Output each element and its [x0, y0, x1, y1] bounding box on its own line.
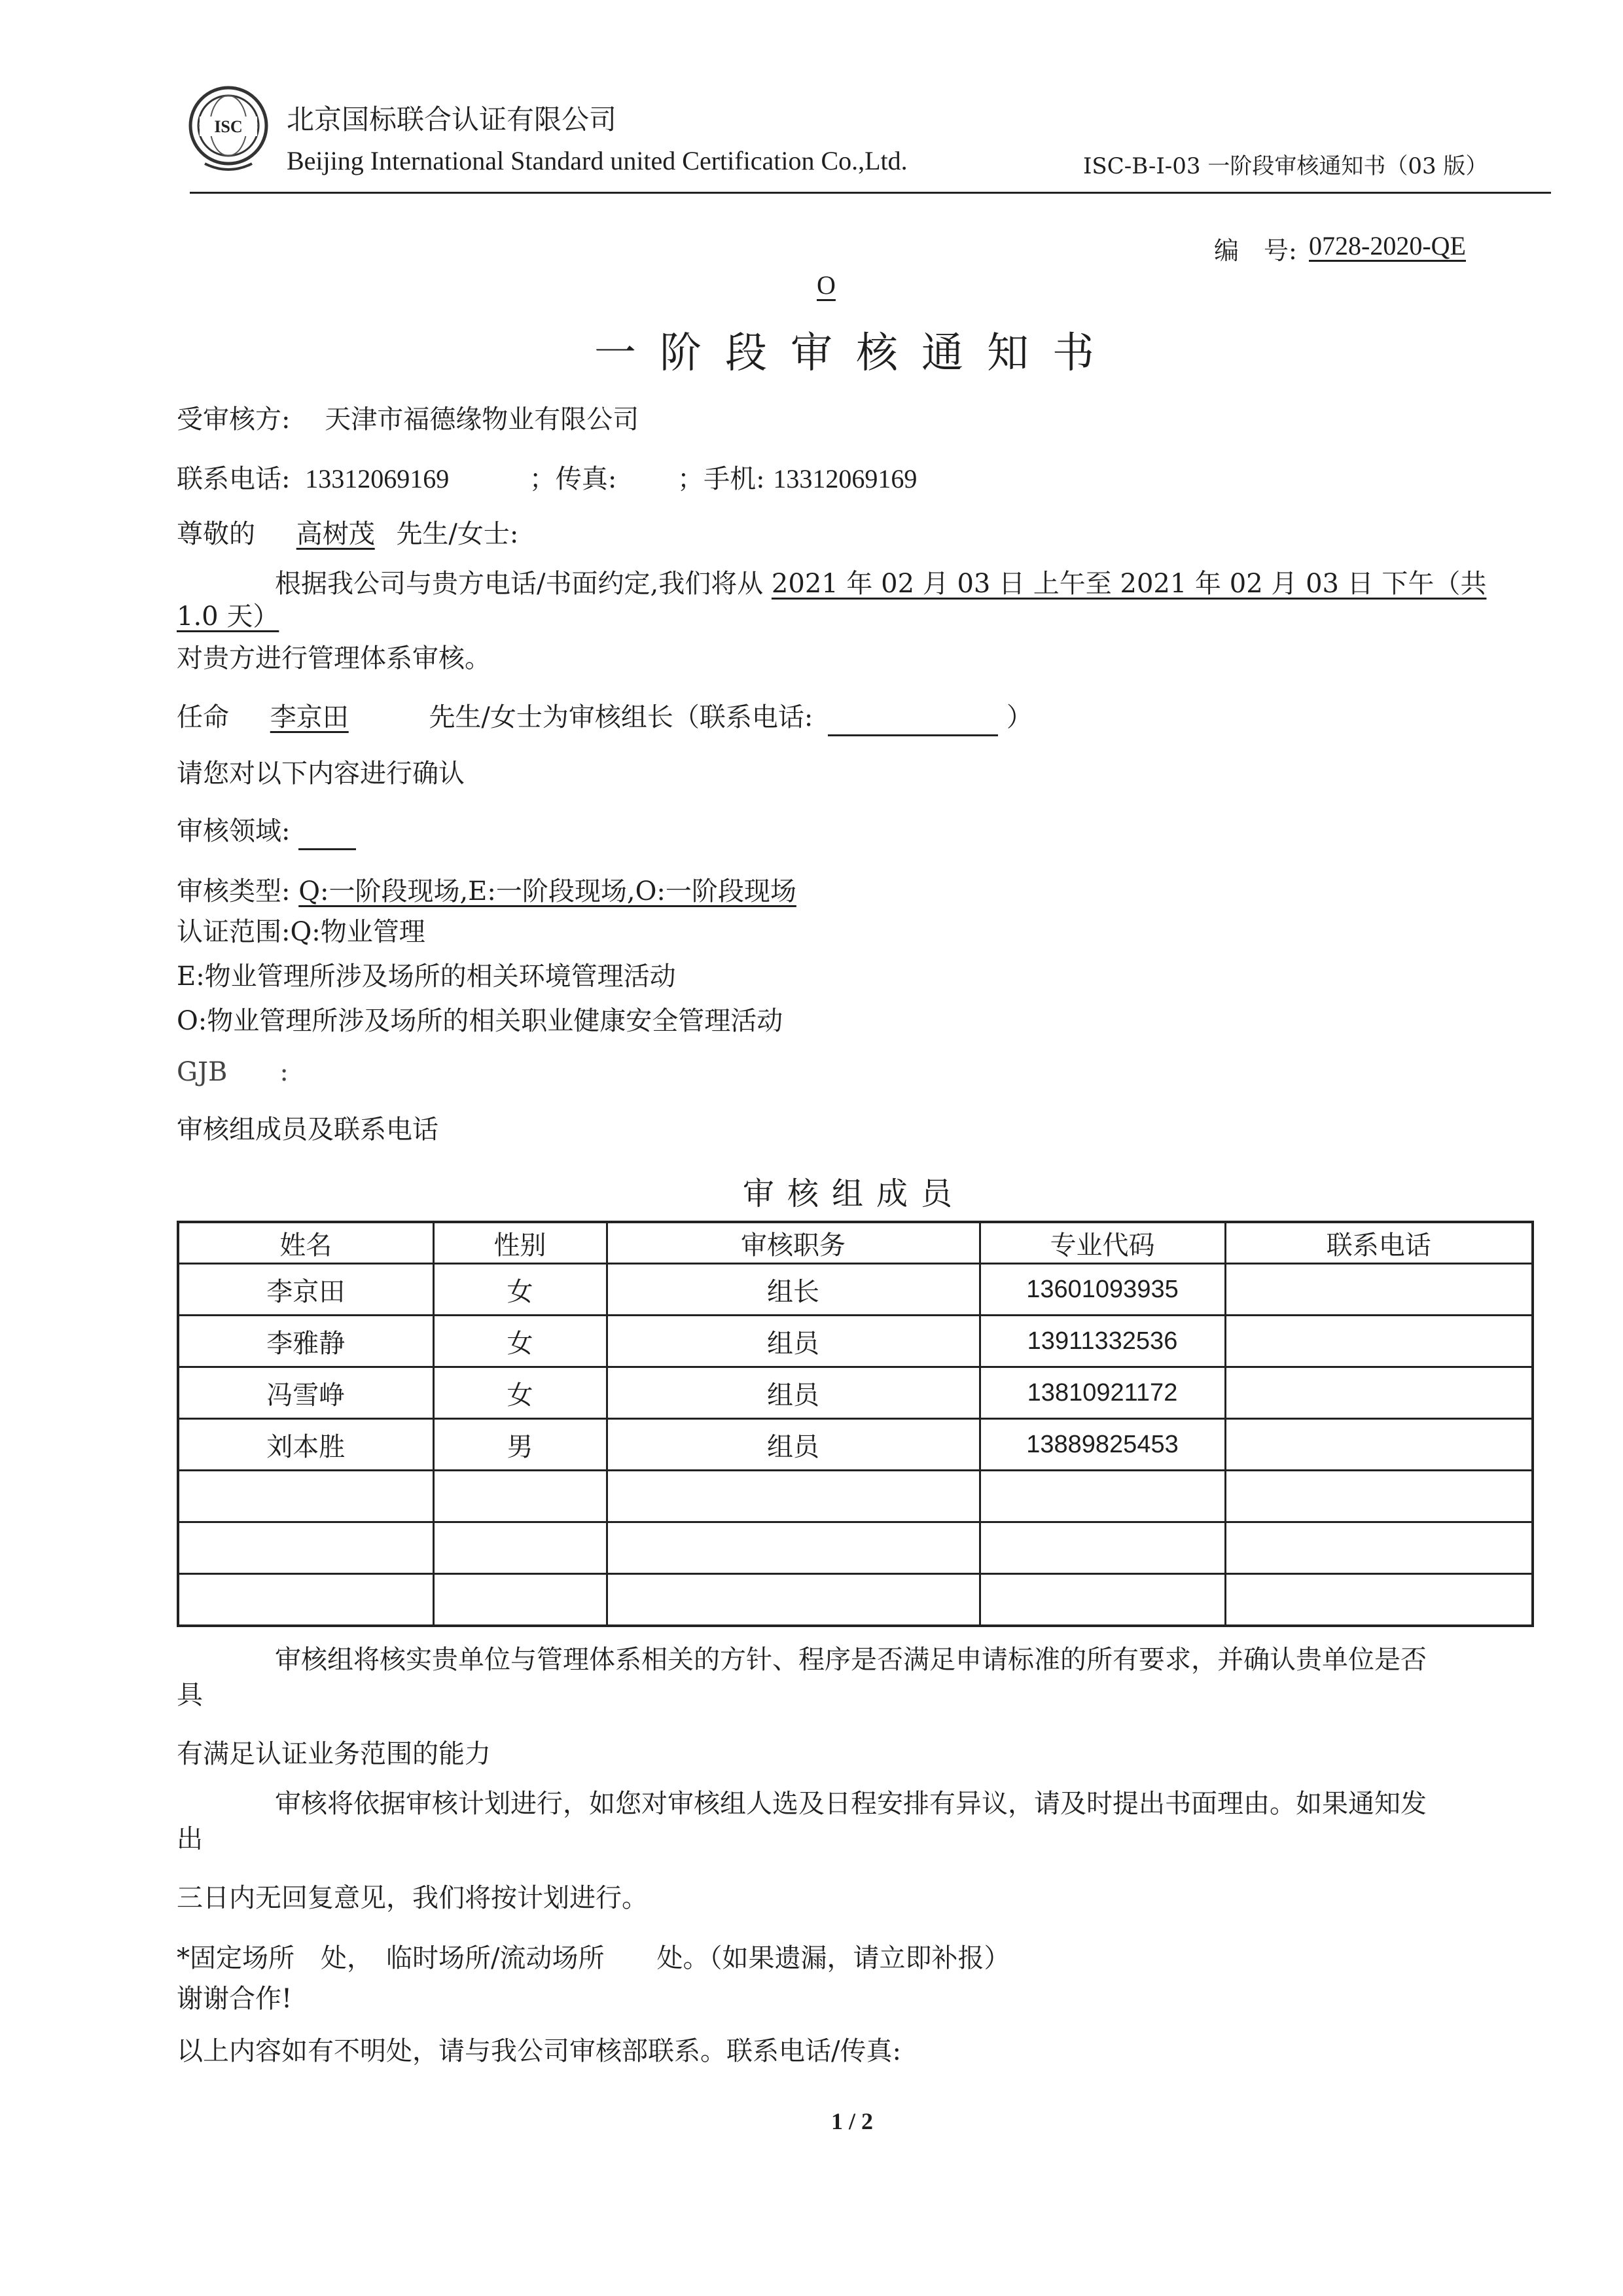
column-header-name: 姓名 [178, 1222, 433, 1264]
document-title: 一阶段审核通知书 [594, 329, 1118, 378]
note-verify-line1: 审核组将核实贵单位与管理体系相关的方针、程序是否满足申请标准的所有要求，并确认贵单位是否 [275, 1645, 1427, 1675]
doc-number-label: 编 号: [1214, 236, 1297, 265]
member-phone [1225, 1316, 1533, 1367]
member-gender [433, 1522, 607, 1574]
member-name: 李雅静 [178, 1316, 433, 1367]
note-sites: *固定场所 处， 临时场所/流动场所 处。（如果遗漏，请立即补报） [177, 1943, 1010, 1973]
member-code [980, 1574, 1225, 1626]
team-table-caption: 审核组成员 [743, 1175, 966, 1212]
member-role: 组员 [607, 1419, 980, 1471]
schedule-days: 1.0 天） [177, 601, 279, 632]
audit-team-table [177, 1221, 1534, 1627]
leader-close: ） [1006, 702, 1033, 732]
auditee-label: 受审核方: [177, 404, 291, 435]
greeting-suffix: 先生/女士: [396, 519, 519, 549]
table-row [178, 1316, 1533, 1367]
confirm-prompt: 请您对以下内容进行确认 [177, 759, 465, 789]
member-phone [1225, 1522, 1533, 1574]
team-heading: 审核组成员及联系电话 [177, 1115, 438, 1145]
table-row [178, 1419, 1533, 1471]
column-header-code: 专业代码 [980, 1222, 1225, 1264]
doc-number-suffix: O [817, 270, 836, 300]
member-name: 冯雪峥 [178, 1367, 433, 1419]
note-plan-line3: 三日内无回复意见，我们将按计划进行。 [177, 1883, 648, 1913]
scope-q: 认证范围:Q:物业管理 [177, 917, 425, 947]
header-rule [190, 192, 1551, 194]
column-header-role: 审核职务 [607, 1222, 980, 1264]
member-gender: 女 [433, 1264, 607, 1316]
member-code: 13601093935 [980, 1264, 1225, 1316]
schedule-row [275, 567, 1486, 601]
audit-purpose: 对贵方进行管理体系审核。 [177, 643, 491, 673]
phone-label: 联系电话: [177, 464, 291, 494]
member-phone [1225, 1367, 1533, 1419]
auditee-name: 天津市福德缘物业有限公司 [325, 404, 639, 435]
member-role: 组长 [607, 1264, 980, 1316]
member-role [607, 1471, 980, 1522]
doc-number: 0728-2020-QE [1309, 231, 1466, 260]
member-gender [433, 1574, 607, 1626]
leader-suffix: 先生/女士为审核组长（联系电话: [429, 702, 813, 732]
table-row [178, 1574, 1533, 1626]
table-row [178, 1471, 1533, 1522]
member-code [980, 1471, 1225, 1522]
contact-row [177, 462, 917, 496]
note-plan-line1: 审核将依据审核计划进行，如您对审核组人选及日程安排有异议，请及时提出书面理由。如果通知发 [275, 1789, 1427, 1819]
fax-label: ；传真: [529, 464, 617, 494]
member-gender: 女 [433, 1316, 607, 1367]
company-name-cn: 北京国标联合认证有限公司 [287, 103, 617, 135]
column-header-phone: 联系电话 [1225, 1222, 1533, 1264]
member-gender [433, 1471, 607, 1522]
note-contact: 以上内容如有不明处，请与我公司审核部联系。联系电话/传真: [177, 2036, 901, 2066]
note-verify-line3: 有满足认证业务范围的能力 [177, 1739, 491, 1769]
auditee-row [177, 403, 639, 437]
page-number: 1 / 2 [831, 2108, 874, 2134]
table-header-row [178, 1222, 1533, 1264]
schedule-period: 2021 年 02 月 03 日 上午至 2021 年 02 月 03 日 下午（共 [771, 569, 1487, 599]
contact-person-name: 高树茂 [296, 519, 375, 549]
leader-name: 李京田 [270, 702, 349, 732]
table-row [178, 1367, 1533, 1419]
scope-o: O:物业管理所涉及场所的相关职业健康安全管理活动 [177, 1006, 783, 1036]
company-name-en: Beijing International Standard united Certification Co.,Ltd. [287, 146, 908, 175]
member-code [980, 1522, 1225, 1574]
member-phone [1225, 1574, 1533, 1626]
phone-value: 13312069169 [305, 464, 450, 493]
member-code: 13810921172 [980, 1367, 1225, 1419]
note-thanks: 谢谢合作! [177, 1984, 293, 2014]
member-phone [1225, 1471, 1533, 1522]
leader-phone-blank [828, 700, 998, 736]
table-row [178, 1264, 1533, 1316]
audit-domain-blank [298, 814, 356, 850]
column-header-gender: 性别 [433, 1222, 607, 1264]
greeting-prefix: 尊敬的 [177, 519, 255, 549]
audit-type-label: 审核类型: [177, 876, 291, 906]
member-name: 刘本胜 [178, 1419, 433, 1471]
note-verify-line2: 具 [177, 1680, 203, 1710]
leader-prefix: 任命 [177, 702, 229, 732]
member-gender: 男 [433, 1419, 607, 1471]
audit-type-row [177, 874, 796, 908]
member-gender: 女 [433, 1367, 607, 1419]
member-phone [1225, 1419, 1533, 1471]
audit-domain-row [177, 814, 356, 850]
scope-e: E:物业管理所涉及场所的相关环境管理活动 [177, 961, 676, 992]
member-code: 13911332536 [980, 1316, 1225, 1367]
member-name [178, 1574, 433, 1626]
form-code: ISC-B-I-03 一阶段审核通知书（03 版） [1083, 153, 1488, 179]
mobile-value: 13312069169 [773, 464, 918, 493]
member-role: 组员 [607, 1316, 980, 1367]
member-name [178, 1522, 433, 1574]
member-name: 李京田 [178, 1264, 433, 1316]
scope-gjb: GJB : [177, 1057, 289, 1087]
member-role [607, 1574, 980, 1626]
member-phone [1225, 1264, 1533, 1316]
logo-text: ISC [214, 117, 243, 136]
table-row [178, 1522, 1533, 1574]
leader-row [177, 700, 1033, 736]
audit-type-value: Q:一阶段现场,E:一阶段现场,O:一阶段现场 [298, 876, 796, 906]
audit-domain-label: 审核领域: [177, 816, 291, 846]
member-code: 13889825453 [980, 1419, 1225, 1471]
greeting-row [177, 517, 518, 551]
schedule-intro: 根据我公司与贵方电话/书面约定,我们将从 [275, 569, 764, 599]
company-logo [185, 80, 272, 178]
note-plan-line2: 出 [177, 1824, 203, 1854]
member-role [607, 1522, 980, 1574]
member-name [178, 1471, 433, 1522]
mobile-label: ；手机: [677, 464, 765, 494]
member-role: 组员 [607, 1367, 980, 1419]
